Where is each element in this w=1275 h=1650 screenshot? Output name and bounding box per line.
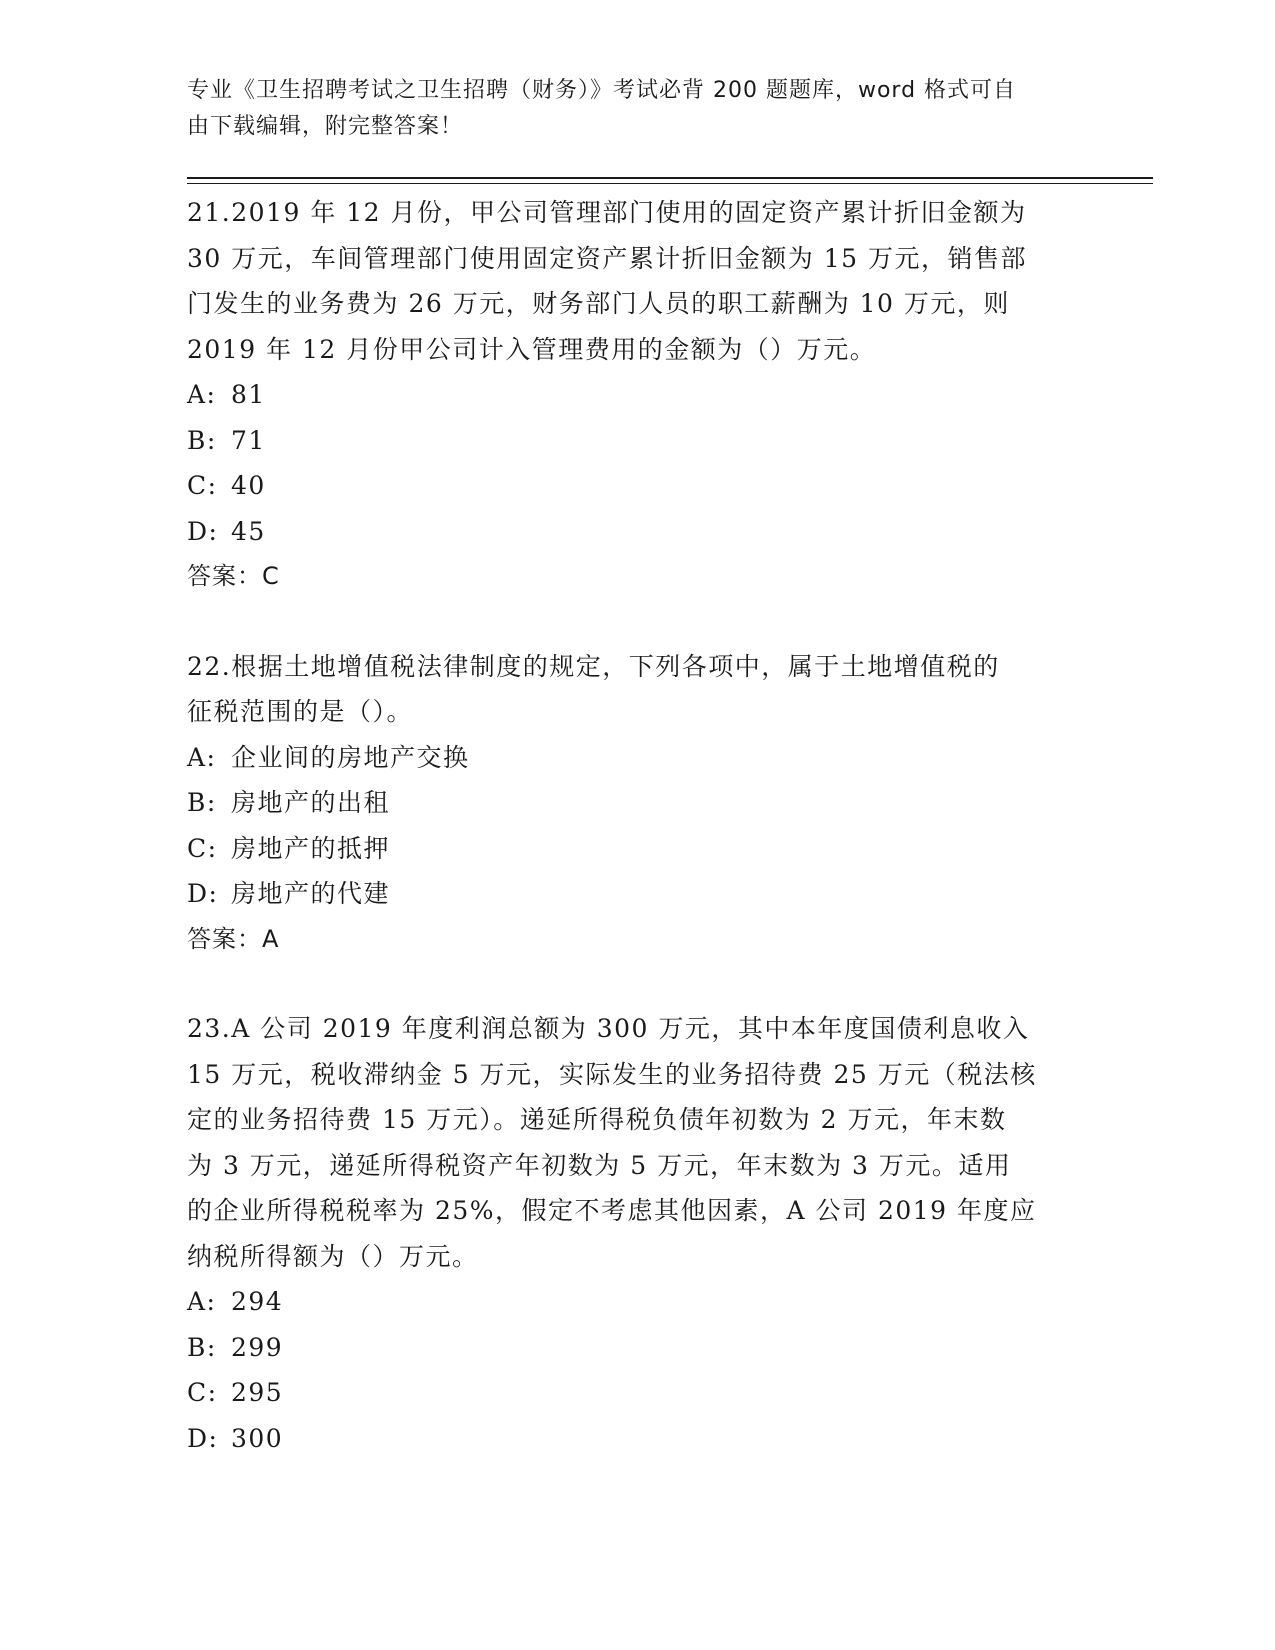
question-stem-line: 30 万元，车间管理部门使用固定资产累计折旧金额为 15 万元，销售部 [187, 243, 1027, 273]
question-block [187, 644, 1087, 963]
option-text: 房地产的出租 [231, 788, 391, 817]
answer-option [187, 463, 1087, 509]
option-text: 295 [231, 1378, 284, 1407]
question-stem-line: 15 万元，税收滞纳金 5 万元，实际发生的业务招待费 25 万元（税法核 [187, 1059, 1037, 1089]
header-line-1: 专业《卫生招聘考试之卫生招聘（财务）》考试必背 200 题题库，word 格式可自 [187, 78, 1017, 103]
answer-option [187, 780, 1087, 826]
option-letter: D: [187, 516, 219, 546]
document-header [187, 73, 1067, 145]
option-letter: C: [187, 1378, 218, 1407]
option-text: 294 [231, 1287, 284, 1316]
question-stem-line: 征税范围的是（）。 [187, 697, 414, 726]
option-letter: A: [187, 742, 217, 772]
answer-option [187, 372, 1087, 418]
answer-option [187, 826, 1087, 872]
option-letter: D: [187, 1423, 219, 1453]
option-text: 房地产的抵押 [231, 833, 391, 863]
answer-option [187, 1416, 1087, 1462]
header-divider-thick [187, 177, 1153, 179]
option-letter: A: [187, 380, 217, 409]
option-letter: B: [187, 788, 217, 817]
option-text: 45 [231, 516, 266, 546]
answer-option [187, 871, 1087, 917]
question-stem-line: 2019 年 12 月份甲公司计入管理费用的金额为（）万元。 [187, 334, 877, 364]
question-list [187, 190, 1087, 1505]
question-stem-line: 门发生的业务费为 26 万元，财务部门人员的职工薪酬为 10 万元，则 [187, 289, 1010, 318]
option-text: 299 [231, 1332, 284, 1362]
option-text: 企业间的房地产交换 [231, 742, 470, 772]
option-letter: B: [187, 425, 217, 455]
option-letter: A: [187, 1287, 217, 1316]
option-text: 房地产的代建 [231, 879, 391, 908]
option-letter: C: [187, 471, 218, 500]
answer-option [187, 1370, 1087, 1416]
answer-key: 答案：C [187, 562, 280, 590]
question-stem-line: 定的业务招待费 15 万元）。递延所得税负债年初数为 2 万元，年末数 [187, 1105, 1007, 1134]
answer-key: 答案：A [187, 924, 280, 953]
question-block [187, 1006, 1087, 1461]
answer-option [187, 418, 1087, 464]
question-stem-line: 纳税所得额为（）万元。 [187, 1241, 479, 1271]
question-stem-line: 的企业所得税税率为 25%，假定不考虑其他因素，A 公司 2019 年度应 [187, 1196, 1037, 1225]
question-stem-line: 23.A 公司 2019 年度利润总额为 300 万元，其中本年度国债利息收入 [187, 1014, 1030, 1043]
option-text: 71 [231, 425, 266, 455]
answer-option [187, 735, 1087, 781]
header-divider-thin [187, 183, 1153, 184]
option-text: 40 [231, 471, 266, 500]
answer-option [187, 1325, 1087, 1371]
option-text: 81 [231, 380, 266, 409]
answer-option [187, 509, 1087, 555]
question-stem-line: 为 3 万元，递延所得税资产年初数为 5 万元，年末数为 3 万元。适用 [187, 1150, 1012, 1180]
option-letter: D: [187, 879, 219, 908]
option-text: 300 [231, 1423, 284, 1453]
answer-option [187, 1279, 1087, 1325]
question-stem-line: 21.2019 年 12 月份，甲公司管理部门使用的固定资产累计折旧金额为 [187, 198, 1027, 227]
option-letter: C: [187, 833, 218, 863]
option-letter: B: [187, 1332, 217, 1362]
question-block [187, 190, 1087, 600]
header-line-2: 由下载编辑，附完整答案！ [187, 114, 464, 139]
question-stem-line: 22.根据土地增值税法律制度的规定，下列各项中，属于土地增值税的 [187, 651, 1000, 681]
